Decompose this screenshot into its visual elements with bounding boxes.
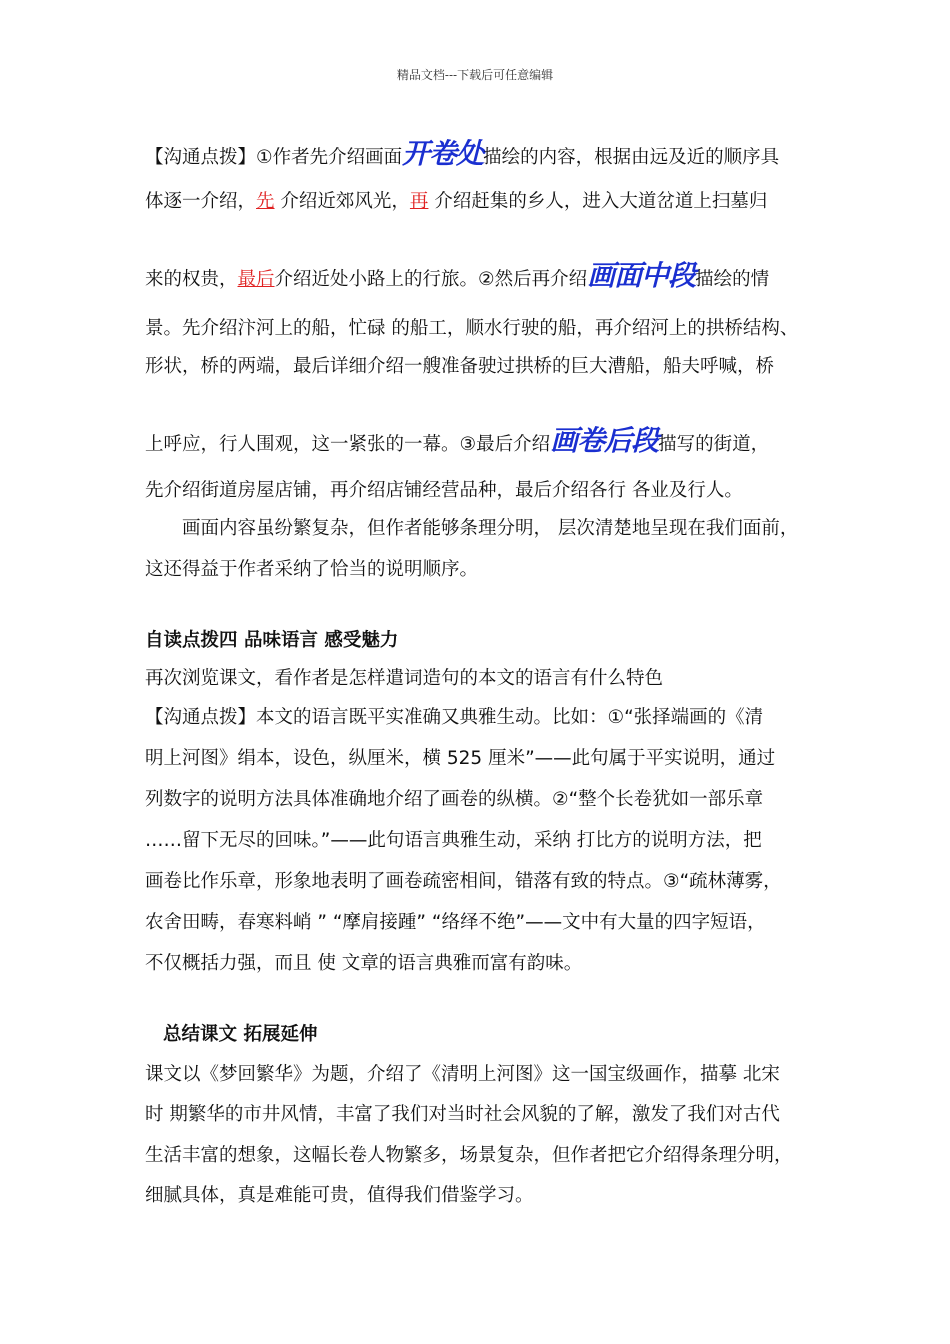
paragraph-line: 细腻具体，真是难能可贵，值得我们借鉴学习。 bbox=[145, 1185, 534, 1206]
paragraph-line: 课文以《梦回繁华》为题，介绍了《清明上河图》这一国宝级画作，描摹 北宋 bbox=[145, 1064, 780, 1085]
section-heading: 总结课文 拓展延伸 bbox=[163, 1024, 318, 1045]
paragraph-line: ……留下无尽的回味。”——此句语言典雅生动，采纳 打比方的说明方法，把 bbox=[145, 830, 762, 851]
paragraph-line: 这还得益于作者采纳了恰当的说明顺序。 bbox=[145, 559, 479, 580]
text-segment: 上呼应，行人围观，这一紧张的一幕。③最后介绍 bbox=[145, 434, 551, 455]
paragraph-line bbox=[145, 193, 767, 212]
text-segment: 介绍赶集的乡人，进入大道岔道上扫墓归 bbox=[428, 191, 768, 212]
emphasis-text: 开卷处 bbox=[402, 137, 484, 170]
paragraph-line bbox=[145, 424, 770, 457]
text-segment: 体逐一介绍， bbox=[145, 191, 257, 212]
text-segment: 描写的街道， bbox=[658, 434, 770, 455]
paragraph-line: 列数字的说明方法具体准确地介绍了画卷的纵横。②“整个长卷犹如一部乐章 bbox=[145, 789, 764, 810]
text-segment: 介绍近郊风光， bbox=[274, 191, 410, 212]
paragraph-line: 不仅概括力强，而且 使 文章的语言典雅而富有韵味。 bbox=[145, 953, 583, 974]
highlight-text: 再 bbox=[409, 191, 429, 212]
text-segment: 来的权贵， bbox=[145, 269, 238, 290]
section-heading: 自读点拨四 品味语言 感受魅力 bbox=[145, 630, 399, 651]
paragraph-line: 先介绍街道房屋店铺，再介绍店铺经营品种，最后介绍各行 各业及行人。 bbox=[145, 480, 743, 501]
paragraph-line: 明上河图》绢本，设色，纵厘米，横 525 厘米”——此句属于平实说明，通过 bbox=[145, 748, 776, 769]
highlight-text: 先 bbox=[256, 191, 275, 212]
paragraph-line: 【沟通点拨】本文的语言既平实准确又典雅生动。比如：①“张择端画的《清 bbox=[145, 707, 764, 728]
emphasis-text: 画面中段 bbox=[587, 259, 696, 292]
text-segment: 【沟通点拨】①作者先介绍画面 bbox=[145, 147, 403, 168]
paragraph-line: 形状，桥的两端，最后详细介绍一艘准备驶过拱桥的巨大漕船，船夫呼喊，桥 bbox=[145, 356, 775, 377]
text-segment: 描绘的情 bbox=[695, 269, 770, 290]
paragraph-line: 生活丰富的想象，这幅长卷人物繁多，场景复杂，但作者把它介绍得条理分明， bbox=[145, 1145, 793, 1166]
paragraph-line: 画面内容虽纷繁复杂，但作者能够条理分明， 层次清楚地呈现在我们面前， bbox=[182, 518, 799, 539]
paragraph-line: 时 期繁华的市井风情，丰富了我们对当时社会风貌的了解，激发了我们对古代 bbox=[145, 1104, 780, 1125]
emphasis-text: 画卷后段 bbox=[550, 424, 659, 457]
paragraph-line: 画卷比作乐章，形象地表明了画卷疏密相间，错落有致的特点。③“疏林薄雾， bbox=[145, 871, 782, 892]
paragraph-line: 农舍田畴，春寒料峭 ” “摩肩接踵” “络绎不绝”——文中有大量的四字短语， bbox=[145, 912, 766, 933]
text-segment: 描绘的内容，根据由远及近的顺序具 bbox=[483, 147, 780, 168]
paragraph-line bbox=[145, 259, 770, 292]
paragraph-line: 景。先介绍汴河上的船，忙碌 的船工，顺水行驶的船，再介绍河上的拱桥结构、 bbox=[145, 318, 799, 339]
page-header: 精品文档---下载后可任意编辑 bbox=[396, 68, 554, 82]
text-segment: 介绍近处小路上的行旅。②然后再介绍 bbox=[274, 269, 588, 290]
paragraph-line bbox=[145, 137, 780, 170]
highlight-text: 最后 bbox=[237, 269, 275, 290]
paragraph-line: 再次浏览课文，看作者是怎样遣词造句的本文的语言有什么特色 bbox=[145, 668, 664, 689]
